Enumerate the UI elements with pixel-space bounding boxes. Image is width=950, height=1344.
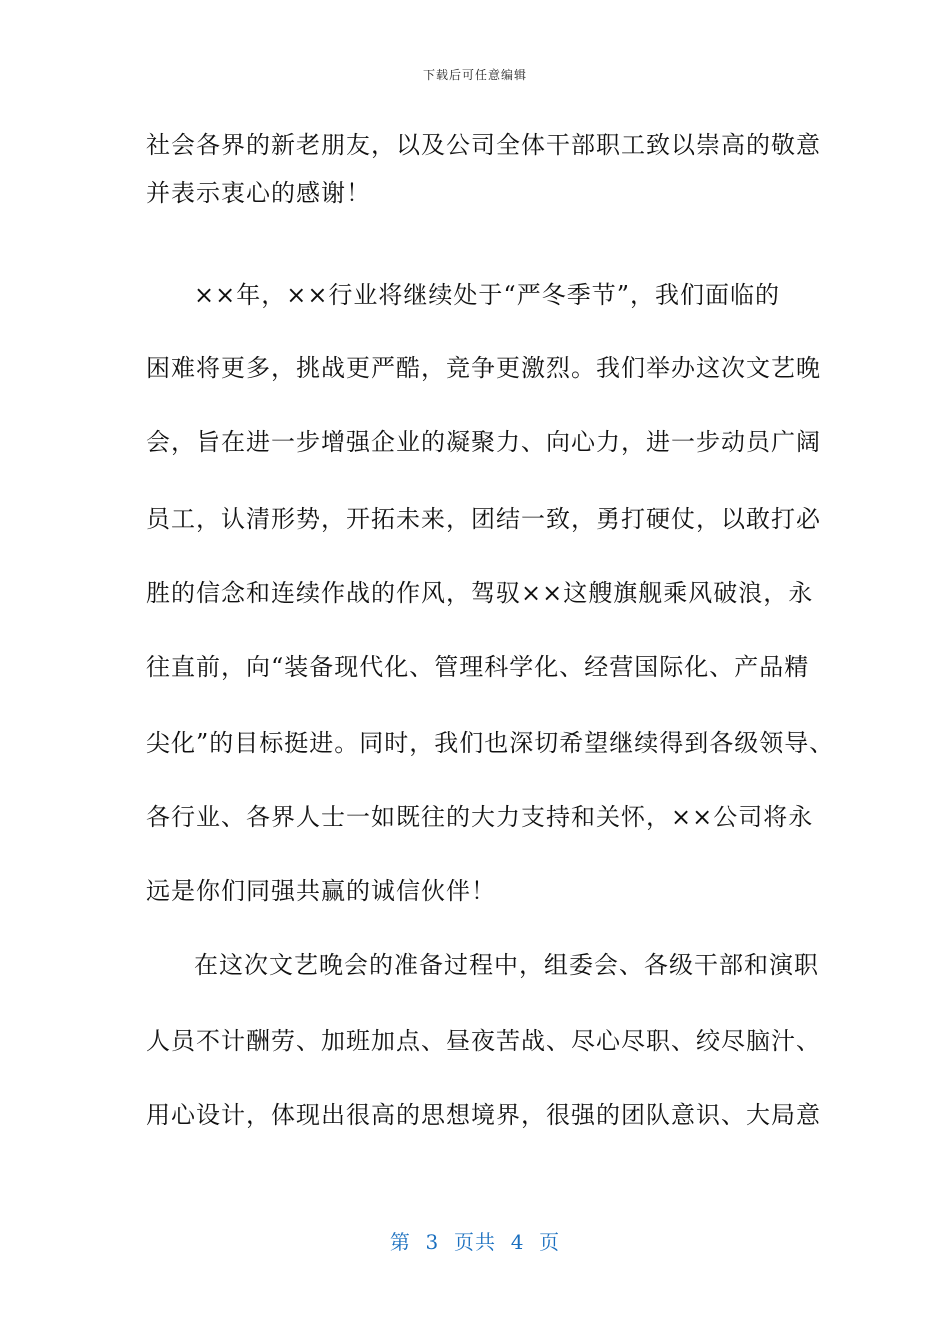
text-line: 远是你们同强共赢的诚信伙伴！ xyxy=(146,877,496,905)
page-number-footer: 第 3 页共 4 页 xyxy=(389,1230,561,1254)
text-line: 各行业、各界人士一如既往的大力支持和关怀，××公司将永 xyxy=(146,803,814,831)
text-line: 胜的信念和连续作战的作风，驾驭××这艘旗舰乘风破浪，永 xyxy=(146,579,814,607)
page-header: 下载后可任意编辑 xyxy=(422,68,527,82)
text-line: 并表示衷心的感谢！ xyxy=(146,179,371,207)
text-line: 员工，认清形势，开拓未来，团结一致，勇打硬仗，以敢打必 xyxy=(146,505,821,533)
paragraph-first-line: 在这次文艺晚会的准备过程中，组委会、各级干部和演职 xyxy=(194,951,819,979)
paragraph-first-line: ××年，××行业将继续处于“严冬季节”，我们面临的 xyxy=(194,281,780,309)
text-line: 困难将更多，挑战更严酷，竞争更激烈。我们举办这次文艺晚 xyxy=(146,354,821,382)
text-line: 往直前，向“装备现代化、管理科学化、经营国际化、产品精 xyxy=(146,653,810,681)
text-line: 人员不计酬劳、加班加点、昼夜苦战、尽心尽职、绞尽脑汁、 xyxy=(146,1027,821,1055)
text-line: 尖化”的目标挺进。同时，我们也深切希望继续得到各级领导、 xyxy=(146,729,835,757)
text-line: 会，旨在进一步增强企业的凝聚力、向心力，进一步动员广阔 xyxy=(146,428,821,456)
text-line: 用心设计，体现出很高的思想境界，很强的团队意识、大局意 xyxy=(146,1101,821,1129)
text-line: 社会各界的新老朋友，以及公司全体干部职工致以崇高的敬意 xyxy=(146,131,821,159)
